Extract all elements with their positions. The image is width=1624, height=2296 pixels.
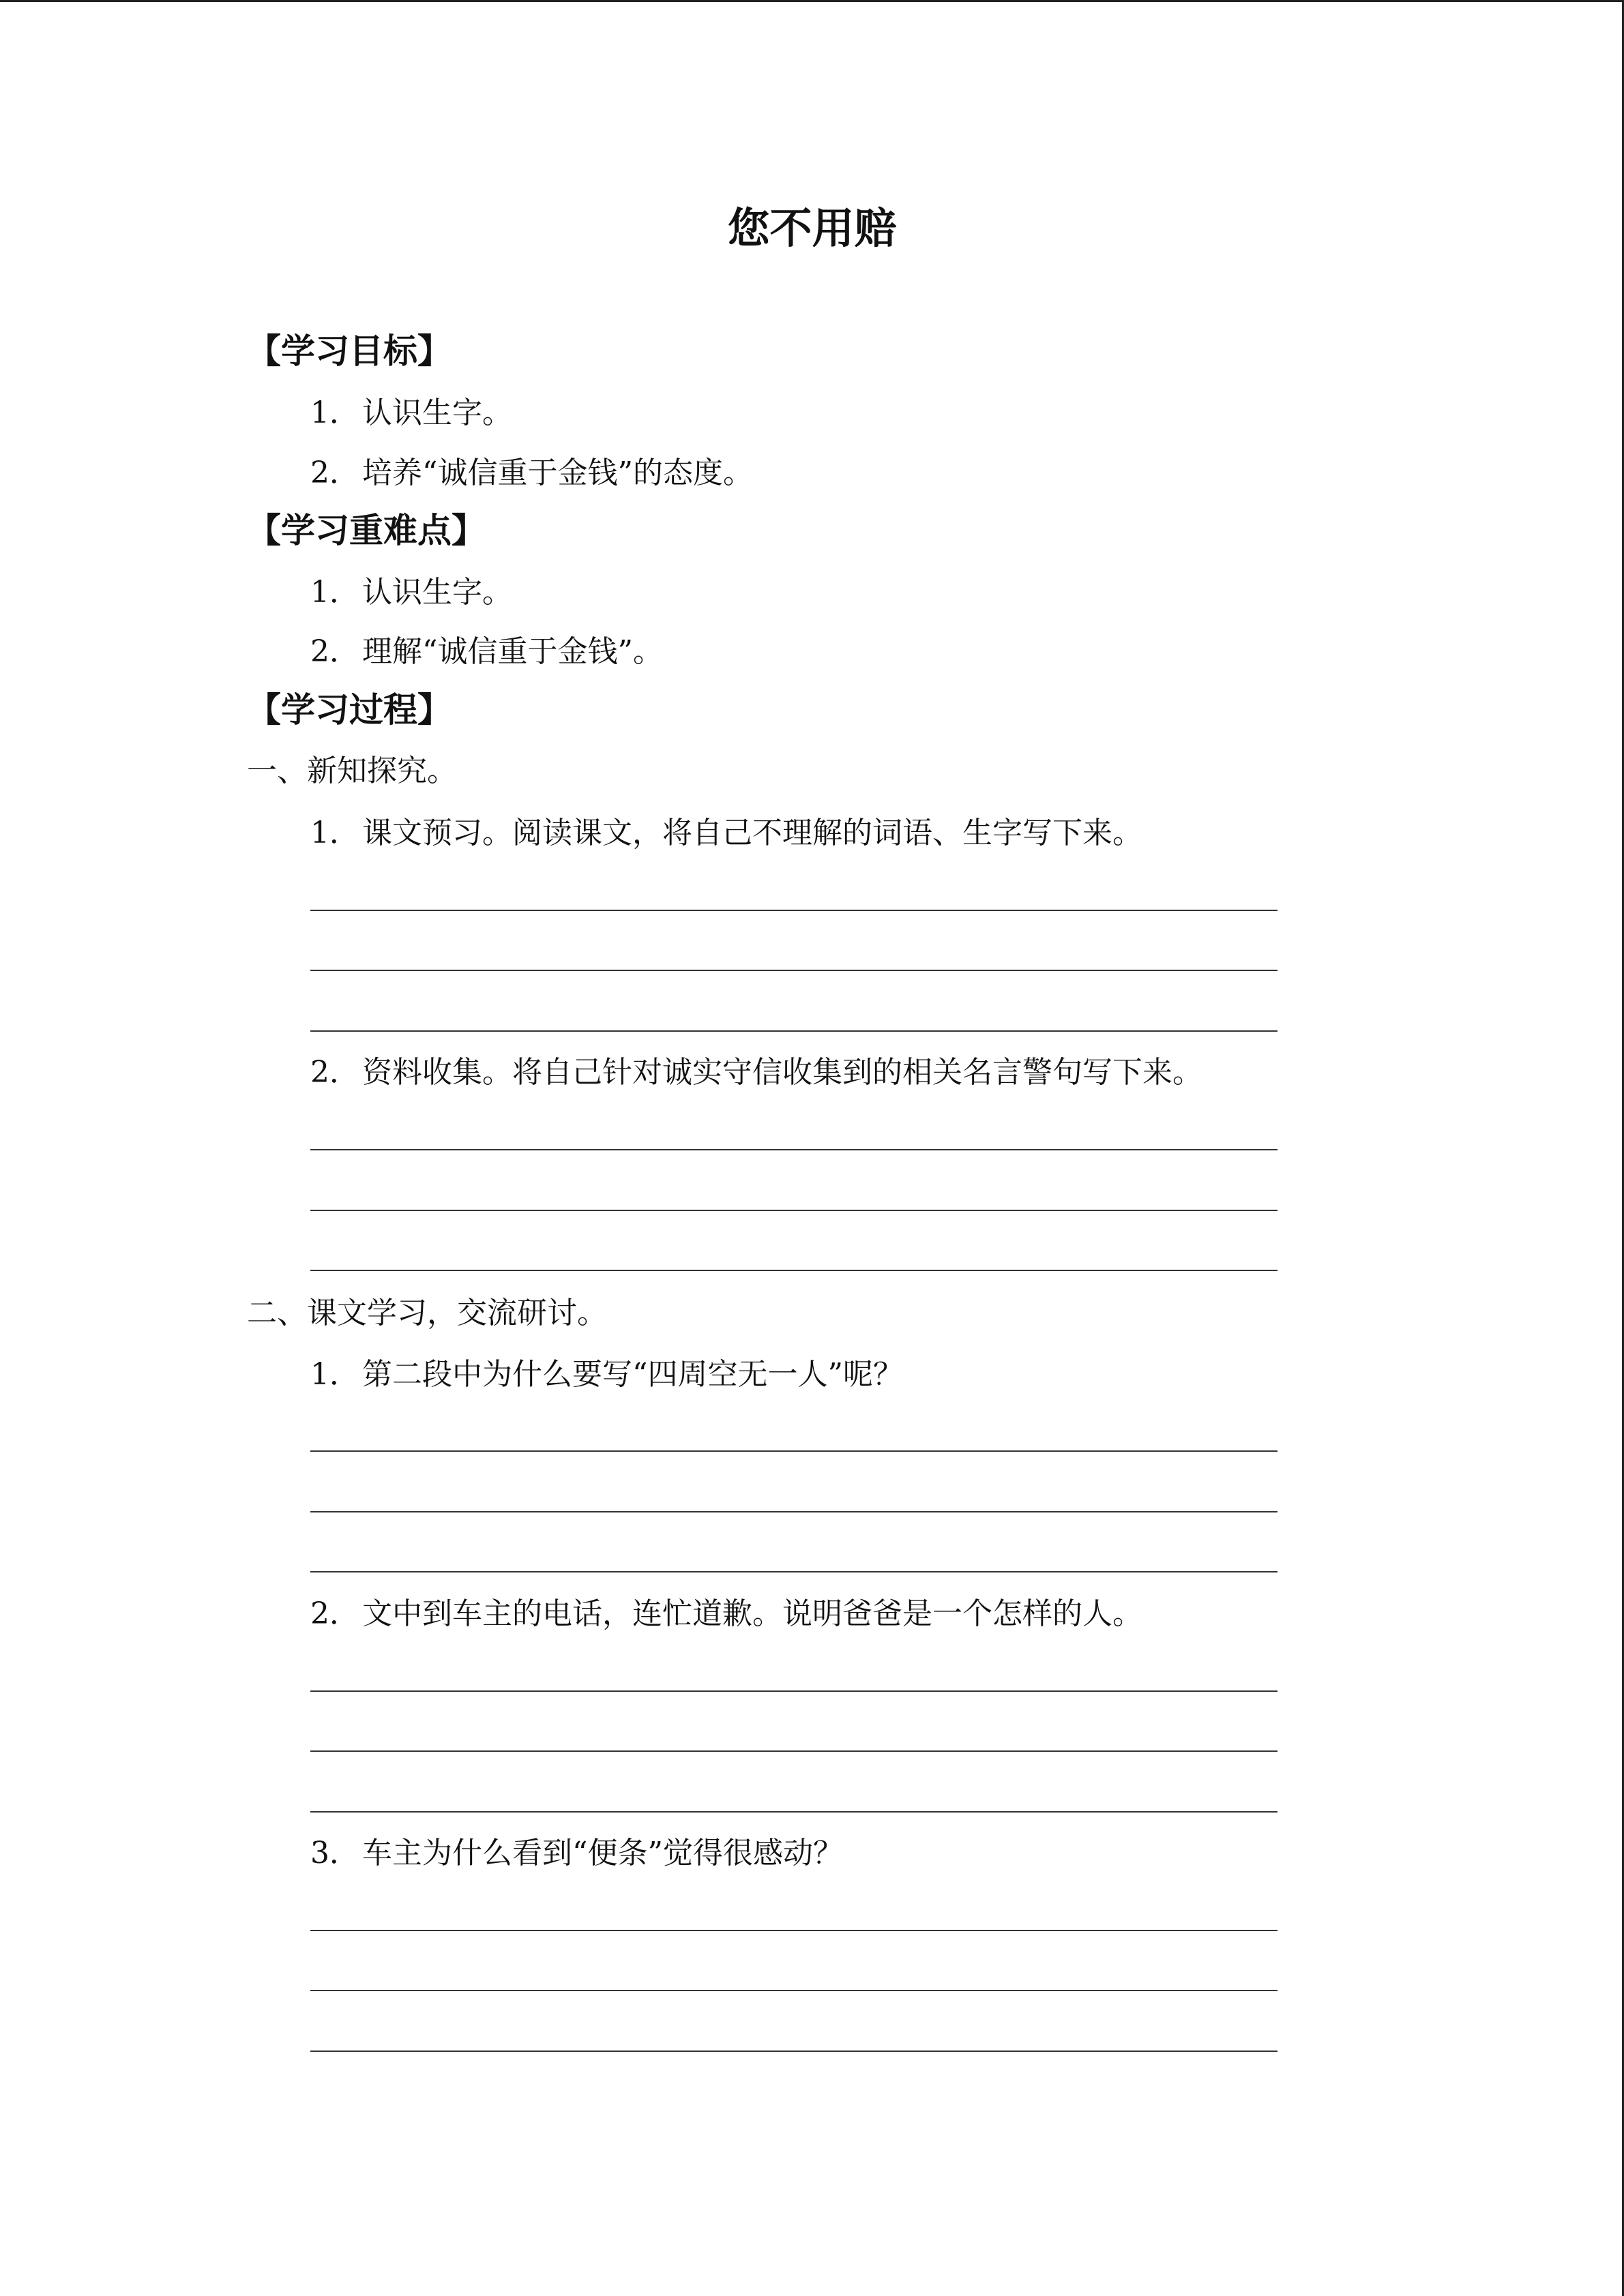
item-number: 1． bbox=[310, 816, 359, 850]
answer-line[interactable] bbox=[310, 1990, 1278, 1991]
answer-line[interactable] bbox=[310, 1030, 1278, 1032]
item-text: 课文预习。阅读课文，将自己不理解的词语、生字写下来。 bbox=[362, 816, 1142, 850]
item-number: 1． bbox=[310, 575, 359, 610]
item-text: 文中到车主的电话，连忙道歉。说明爸爸是一个怎样的人。 bbox=[362, 1596, 1142, 1631]
item-text: 培养“诚信重于金钱”的态度。 bbox=[362, 456, 753, 490]
key-point-item bbox=[310, 633, 663, 671]
section-title-part2: 二、课文学习，交流研讨。 bbox=[247, 1296, 607, 1330]
objectives-heading: 【学习目标】 bbox=[247, 331, 452, 371]
item-number: 2． bbox=[310, 1055, 359, 1090]
item-number: 1． bbox=[310, 1357, 359, 1392]
item-text: 认识生字。 bbox=[362, 575, 512, 610]
answer-line[interactable] bbox=[310, 2051, 1278, 2052]
objective-item bbox=[310, 454, 753, 492]
answer-line[interactable] bbox=[310, 970, 1278, 971]
answer-line[interactable] bbox=[310, 910, 1278, 911]
answer-line[interactable] bbox=[310, 1750, 1278, 1752]
item-text: 第二段中为什么要写“四周空无一人”呢？ bbox=[362, 1357, 903, 1392]
process-heading: 【学习过程】 bbox=[247, 690, 452, 730]
answer-line[interactable] bbox=[310, 1270, 1278, 1271]
answer-line[interactable] bbox=[310, 1511, 1278, 1512]
item-number: 3． bbox=[310, 1836, 359, 1870]
answer-line[interactable] bbox=[310, 1450, 1278, 1452]
item-number: 1． bbox=[310, 396, 359, 430]
item-number: 2． bbox=[310, 456, 359, 490]
answer-line[interactable] bbox=[310, 1811, 1278, 1813]
key-point-item bbox=[310, 573, 512, 612]
question-item bbox=[310, 1356, 903, 1394]
question-item bbox=[310, 814, 1142, 852]
answer-line[interactable] bbox=[310, 1149, 1278, 1150]
item-text: 资料收集。将自己针对诚实守信收集到的相关名言警句写下来。 bbox=[362, 1055, 1202, 1090]
item-text: 认识生字。 bbox=[362, 396, 512, 430]
question-item bbox=[310, 1595, 1142, 1633]
question-item bbox=[310, 1834, 843, 1873]
item-number: 2． bbox=[310, 1596, 359, 1631]
item-text: 理解“诚信重于金钱”。 bbox=[362, 634, 663, 669]
objective-item bbox=[310, 394, 512, 432]
item-text: 车主为什么看到“便条”觉得很感动？ bbox=[362, 1836, 843, 1870]
page-title: 您不用赔 bbox=[727, 203, 897, 253]
answer-line[interactable] bbox=[310, 1571, 1278, 1572]
answer-line[interactable] bbox=[310, 1930, 1278, 1931]
question-item bbox=[310, 1054, 1202, 1092]
answer-line[interactable] bbox=[310, 1210, 1278, 1211]
section-title-part1: 一、新知探究。 bbox=[247, 754, 457, 788]
item-number: 2． bbox=[310, 634, 359, 669]
key-points-heading: 【学习重难点】 bbox=[247, 511, 486, 550]
answer-line[interactable] bbox=[310, 1690, 1278, 1692]
